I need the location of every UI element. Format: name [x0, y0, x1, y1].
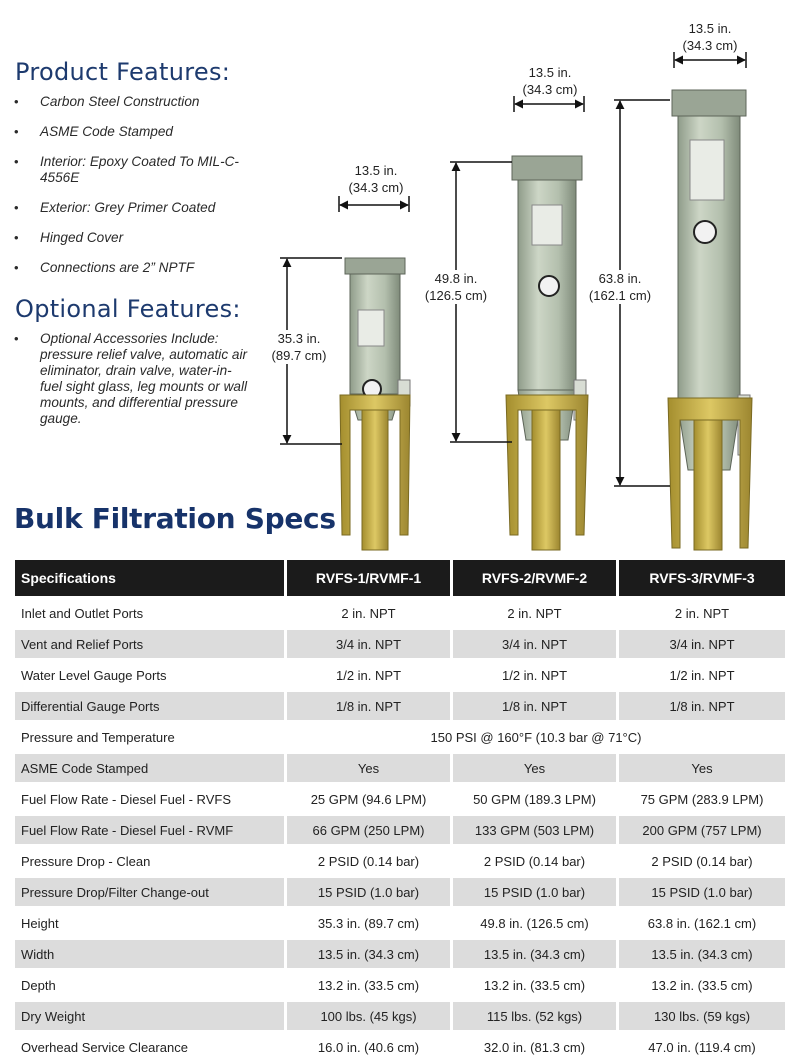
table-cell: 3/4 in. NPT — [287, 627, 453, 658]
medium-height-label: 49.8 in. (126.5 cm) — [416, 270, 496, 304]
table-cell: 49.8 in. (126.5 cm) — [453, 906, 619, 937]
table-row — [15, 844, 785, 875]
header-specifications: Specifications — [15, 560, 287, 596]
table-cell: 2 in. NPT — [453, 596, 619, 627]
row-label: Fuel Flow Rate - Diesel Fuel - RVFS — [15, 782, 287, 813]
product-feature-item: • Carbon Steel Construction — [0, 94, 250, 110]
row-label: Differential Gauge Ports — [15, 689, 287, 720]
table-cell: 66 GPM (250 LPM) — [287, 813, 453, 844]
table-row — [15, 906, 785, 937]
table-row — [15, 1030, 785, 1061]
table-row — [15, 596, 785, 627]
row-label: Fuel Flow Rate - Diesel Fuel - RVMF — [15, 813, 287, 844]
table-cell: 2 PSID (0.14 bar) — [287, 844, 453, 875]
table-cell: 13.5 in. (34.3 cm) — [453, 937, 619, 968]
table-cell: 63.8 in. (162.1 cm) — [619, 906, 785, 937]
optional-feature-item: • Optional Accessories Include: pressure relief valve, automatic air eliminator, drain valve, water-in-fuel sight glass, leg mounts or wall mounts, and differential pressure gauge. — [0, 331, 250, 427]
table-cell: 2 in. NPT — [287, 596, 453, 627]
table-cell: 130 lbs. (59 kgs) — [619, 999, 785, 1030]
row-label: Dry Weight — [15, 999, 287, 1030]
table-cell: 50 GPM (189.3 LPM) — [453, 782, 619, 813]
table-cell: 13.5 in. (34.3 cm) — [619, 937, 785, 968]
table-cell: 1/8 in. NPT — [619, 689, 785, 720]
small-height-label: 35.3 in. (89.7 cm) — [254, 330, 344, 364]
table-cell: 133 GPM (503 LPM) — [453, 813, 619, 844]
product-feature-item: • Connections are 2” NPTF — [0, 260, 250, 276]
table-row — [15, 968, 785, 999]
table-cell: 115 lbs. (52 kgs) — [453, 999, 619, 1030]
product-features-heading: Product Features: — [15, 58, 231, 86]
header-rvfs-3: RVFS-3/RVMF-3 — [619, 560, 785, 596]
table-row — [15, 875, 785, 906]
table-cell: 3/4 in. NPT — [619, 627, 785, 658]
table-row — [15, 751, 785, 782]
table-cell: 1/8 in. NPT — [287, 689, 453, 720]
table-cell: 25 GPM (94.6 LPM) — [287, 782, 453, 813]
table-cell: 15 PSID (1.0 bar) — [453, 875, 619, 906]
row-label: Vent and Relief Ports — [15, 627, 287, 658]
table-cell: 2 PSID (0.14 bar) — [453, 844, 619, 875]
optional-features-list — [0, 331, 250, 427]
specs-heading: Bulk Filtration Specs — [14, 502, 336, 535]
optional-features-heading: Optional Features: — [15, 295, 241, 323]
table-cell: 16.0 in. (40.6 cm) — [287, 1030, 453, 1061]
table-cell: 2 PSID (0.14 bar) — [619, 844, 785, 875]
product-feature-item: • ASME Code Stamped — [0, 124, 250, 140]
table-row — [15, 689, 785, 720]
large-housing — [668, 90, 752, 550]
row-label: Pressure Drop - Clean — [15, 844, 287, 875]
table-row — [15, 813, 785, 844]
table-row — [15, 658, 785, 689]
row-label: Pressure Drop/Filter Change-out — [15, 875, 287, 906]
table-cell: 200 GPM (757 LPM) — [619, 813, 785, 844]
filter-housings-illustration — [270, 0, 800, 556]
table-cell: 15 PSID (1.0 bar) — [619, 875, 785, 906]
table-cell: Yes — [453, 751, 619, 782]
table-row — [15, 720, 785, 751]
table-cell: 3/4 in. NPT — [453, 627, 619, 658]
table-row — [15, 999, 785, 1030]
table-cell: 1/2 in. NPT — [453, 658, 619, 689]
table-cell: 32.0 in. (81.3 cm) — [453, 1030, 619, 1061]
small-housing — [340, 258, 410, 550]
row-label: Width — [15, 937, 287, 968]
table-cell: 35.3 in. (89.7 cm) — [287, 906, 453, 937]
table-cell: 15 PSID (1.0 bar) — [287, 875, 453, 906]
table-cell: 47.0 in. (119.4 cm) — [619, 1030, 785, 1061]
table-cell: 1/2 in. NPT — [619, 658, 785, 689]
table-cell: 75 GPM (283.9 LPM) — [619, 782, 785, 813]
table-cell: Yes — [619, 751, 785, 782]
product-feature-item: • Interior: Epoxy Coated To MIL-C-4556E — [0, 154, 250, 186]
product-feature-item: • Exterior: Grey Primer Coated — [0, 200, 250, 216]
row-label: Inlet and Outlet Ports — [15, 596, 287, 627]
table-cell: 13.5 in. (34.3 cm) — [287, 937, 453, 968]
table-cell: 2 in. NPT — [619, 596, 785, 627]
specs-table — [15, 560, 785, 1061]
row-label: Water Level Gauge Ports — [15, 658, 287, 689]
header-rvfs-2: RVFS-2/RVMF-2 — [453, 560, 619, 596]
large-height-label: 63.8 in. (162.1 cm) — [578, 270, 662, 304]
table-cell: 1/2 in. NPT — [287, 658, 453, 689]
row-label: Pressure and Temperature — [15, 720, 287, 751]
medium-housing — [506, 156, 588, 550]
table-cell: 150 PSI @ 160°F (10.3 bar @ 71°C) — [287, 720, 785, 751]
table-cell: 13.2 in. (33.5 cm) — [453, 968, 619, 999]
table-row — [15, 782, 785, 813]
table-cell: 100 lbs. (45 kgs) — [287, 999, 453, 1030]
table-cell: 13.2 in. (33.5 cm) — [619, 968, 785, 999]
large-width-label: 13.5 in. (34.3 cm) — [682, 21, 738, 53]
table-row — [15, 937, 785, 968]
row-label: Height — [15, 906, 287, 937]
specs-header-row — [15, 560, 785, 596]
row-label: Overhead Service Clearance — [15, 1030, 287, 1061]
row-label: Depth — [15, 968, 287, 999]
header-rvfs-1: RVFS-1/RVMF-1 — [287, 560, 453, 596]
table-cell: 13.2 in. (33.5 cm) — [287, 968, 453, 999]
table-cell: 1/8 in. NPT — [453, 689, 619, 720]
medium-width-label: 13.5 in. (34.3 cm) — [522, 65, 578, 97]
table-row — [15, 627, 785, 658]
product-feature-item: • Hinged Cover — [0, 230, 250, 246]
row-label: ASME Code Stamped — [15, 751, 287, 782]
table-cell: Yes — [287, 751, 453, 782]
product-features-list — [0, 94, 250, 290]
small-width-label: 13.5 in. (34.3 cm) — [348, 163, 404, 195]
